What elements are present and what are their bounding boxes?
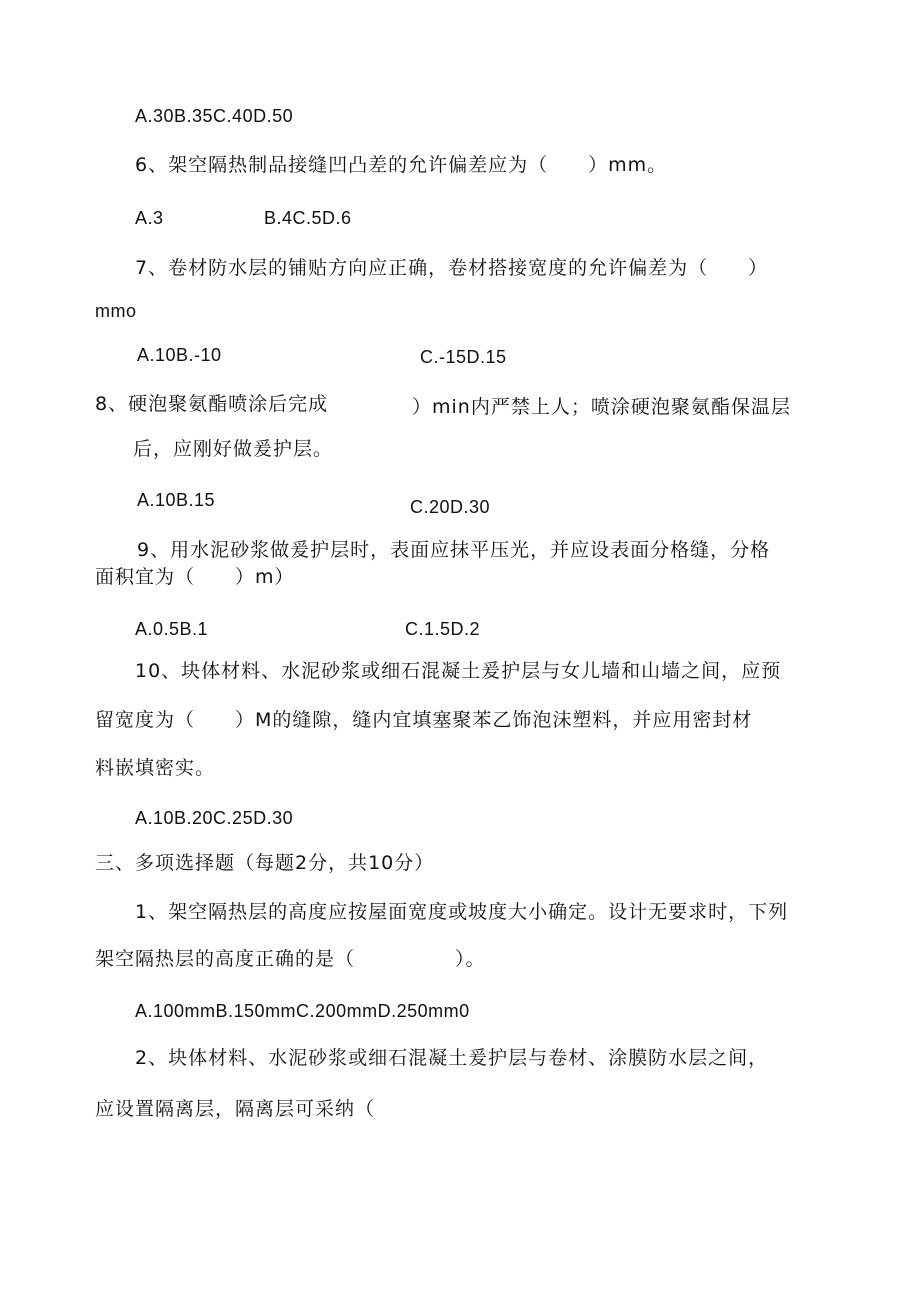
q8-question-part2: ）min内严禁上人；喷涂硬泡聚氨酯保温层 [412,396,791,418]
mq1-question-line1: 1、架空隔热层的高度应按屋面宽度或坡度大小确定。设计无要求时，下列 [135,901,789,923]
q8-options-ab: A.10B.15 [137,490,216,510]
q7-options-cd: C.-15D.15 [420,347,507,367]
mq2-question-line2: 应设置隔离层，隔离层可采纳（ [95,1098,376,1120]
mq1-question-line2: 架空隔热层的高度正确的是（ ）。 [95,948,486,970]
q10-question-line1: 10、块体材料、水泥砂浆或细石混凝土爰护层与女儿墙和山墙之间，应预 [135,660,782,682]
q5-options: A.30B.35C.40D.50 [135,106,294,126]
q9-question-line2: 面积宜为（ ）m） [95,566,295,588]
q9-question-line1: 9、用水泥砂浆做爰护层时，表面应抹平压光，并应设表面分格缝，分格 [137,539,771,561]
section-heading: 三、多项选择题（每题2分，共10分） [95,852,435,874]
q10-options: A.10B.20C.25D.30 [135,808,294,828]
q10-question-line3: 料嵌填密实。 [95,757,216,779]
q7-question-line1: 7、卷材防水层的铺贴方向应正确，卷材搭接宽度的允许偏差为（ ） [135,257,769,279]
q10-question-line2: 留宽度为（ ）M的缝隙，缝内宜填塞聚苯乙饰泡沫塑料，并应用密封材 [95,709,753,731]
q8-options-cd: C.20D.30 [410,497,491,517]
q6-option-a: A.3 [135,208,164,228]
mq2-question-line1: 2、块体材料、水泥砂浆或细石混凝土爰护层与卷材、涂膜防水层之间， [135,1047,769,1069]
q9-options-cd: C.1.5D.2 [405,619,481,639]
q6-question: 6、架空隔热制品接缝凹凸差的允许偏差应为（ ）mm。 [135,154,668,176]
q6-options-bcd: B.4C.5D.6 [264,208,352,228]
q9-options-ab: A.0.5B.1 [135,619,209,639]
q7-options-ab: A.10B.-10 [137,345,222,365]
mq1-options: A.100mmB.150mmC.200mmD.250mm0 [135,1001,470,1021]
q8-question-part1: 8、硬泡聚氨酯喷涂后完成 [95,393,329,415]
q8-question-line2: 后，应刚好做爰护层。 [133,438,334,460]
q7-question-line2: mmo [95,301,137,321]
